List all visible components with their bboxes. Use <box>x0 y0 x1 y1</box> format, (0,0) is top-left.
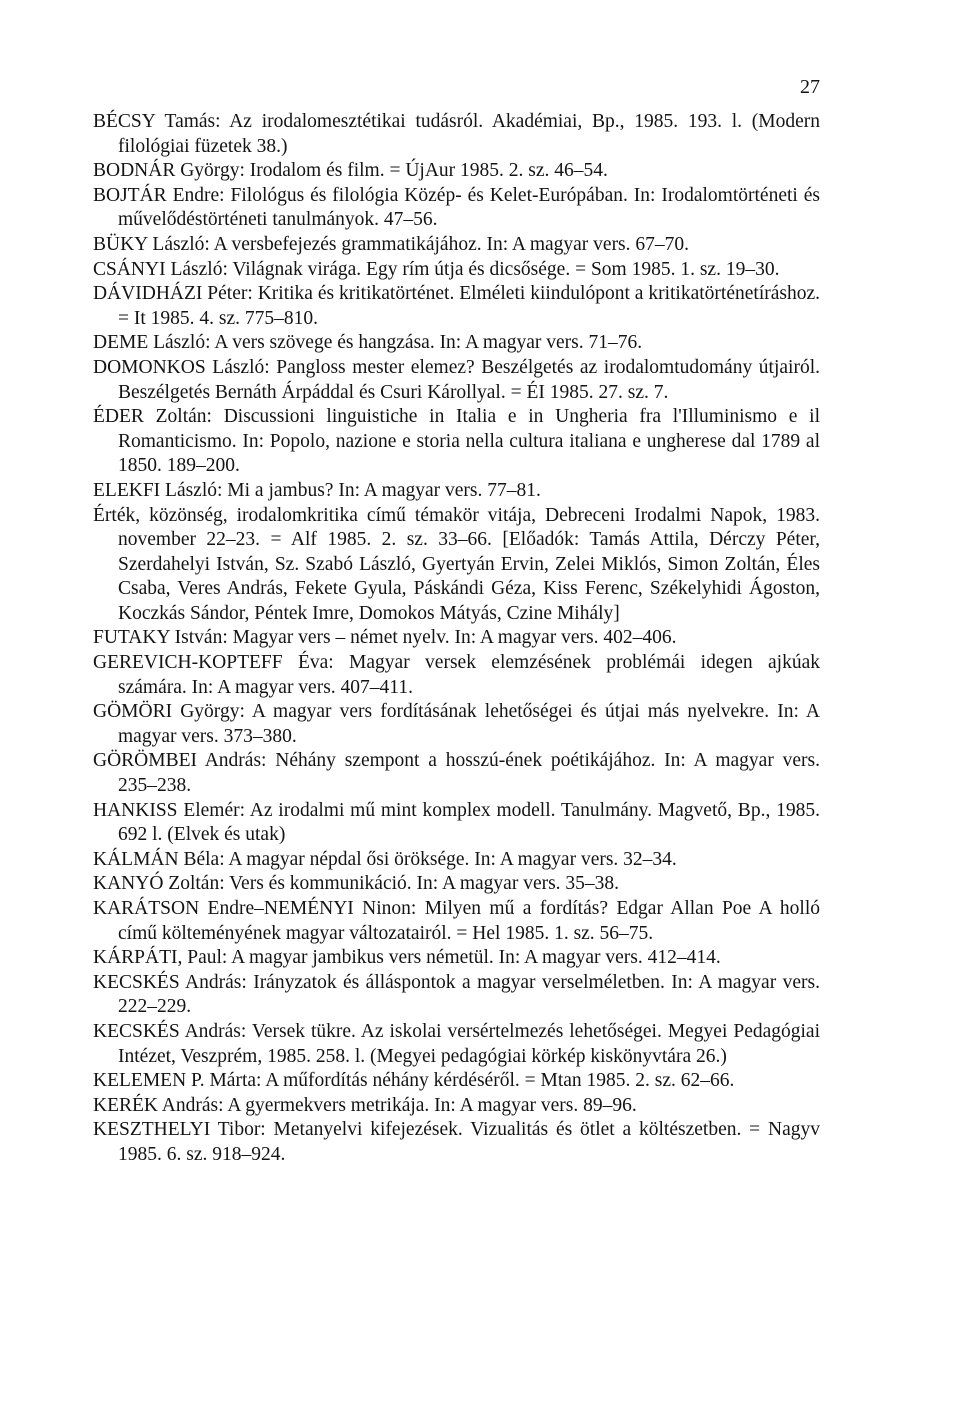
bibliography-entry: BOJTÁR Endre: Filológus és filológia Közép- és Kelet-Európában. In: Irodalomtörténeti és művelődéstörténeti tanulmányok. 47–56. <box>93 184 820 231</box>
bibliography-entry: KESZTHELYI Tibor: Metanyelvi kifejezések. Vizualitás és ötlet a költészetben. = Nagyv 1985. 6. sz. 918–924. <box>93 1119 820 1165</box>
bibliography-entry: BODNÁR György: Irodalom és film. = ÚjAur 1985. 2. sz. 46–54. <box>93 160 608 182</box>
bibliography-entry: Érték, közönség, irodalomkritika című témakör vitája, Debreceni Irodalmi Napok, 1983. november 22–23. = Alf 1985. 2. sz. 33–66. [Előadók: Tamás Attila, Dérczy Péter, Szerdahelyi István, Sz. Szabó László, Gyertyán Ervin, Zelei Miklós, Simon Zoltán, Éles Csaba, Veres András, Fekete Gyula, Páskándi Géza, Kiss Ferenc, Székelyhidi Ágoston, Koczkás Sándor, Péntek Imre, Domokos Mátyás, Czine Mihály] <box>93 504 820 624</box>
bibliography-entry: GÖMÖRI György: A magyar vers fordításának lehetőségei és útjai más nyelvekre. In: A magyar vers. 373–380. <box>93 701 820 747</box>
bibliography-entry: ÉDER Zoltán: Discussioni linguistiche in Italia e in Ungheria fra l'Illuminismo e il Romanticismo. In: Popolo, nazione e storia nella cultura italiana e ungherese dal 1789 al 1850. 189–200. <box>93 406 820 477</box>
bibliography-entry: GÖRÖMBEI András: Néhány szempont a hosszú-ének poétikájához. In: A magyar vers. 235–238. <box>93 750 820 797</box>
bibliography-entry: HANKISS Elemér: Az irodalmi mű mint komplex modell. Tanulmány. Magvető, Bp., 1985. 692 l. (Elvek és utak) <box>93 799 820 846</box>
bibliography-entry: BÉCSY Tamás: Az irodalomesztétikai tudásról. Akadémiai, Bp., 1985. 193. l. (Modern filológiai füzetek 38.) <box>93 111 820 157</box>
bibliography-entry: KERÉK András: A gyermekvers metrikája. In: A magyar vers. 89–96. <box>93 1094 637 1116</box>
bibliography-entry: KARÁTSON Endre–NEMÉNYI Ninon: Milyen mű a fordítás? Edgar Allan Poe A holló című költeményének magyar változatairól. = Hel 1985. 1. sz. 56–75. <box>93 898 820 944</box>
bibliography-entry: KÁRPÁTI, Paul: A magyar jambikus vers németül. In: A magyar vers. 412–414. <box>93 947 721 969</box>
page-number: 27 <box>800 76 820 98</box>
bibliography-entry: KÁLMÁN Béla: A magyar népdal ősi öröksége. In: A magyar vers. 32–34. <box>93 848 677 870</box>
bibliography-entry: DOMONKOS László: Pangloss mester elemez? Beszélgetés az irodalomtudomány útjairól. Beszélgetés Bernáth Árpáddal és Csuri Károllyal. = ÉI 1985. 27. sz. 7. <box>93 356 820 403</box>
bibliography-entry: KANYÓ Zoltán: Vers és kommunikáció. In: A magyar vers. 35–38. <box>93 873 620 895</box>
bibliography-entry: BÜKY László: A versbefejezés grammatikájához. In: A magyar vers. 67–70. <box>93 233 690 255</box>
bibliography-entry: DÁVIDHÁZI Péter: Kritika és kritikatörténet. Elméleti kiindulópont a kritikatörténetíráshoz. = It 1985. 4. sz. 775–810. <box>93 283 820 329</box>
bibliography-entry: KECSKÉS András: Irányzatok és álláspontok a magyar verselméletben. In: A magyar vers. 222–229. <box>93 971 820 1018</box>
bibliography-list <box>93 110 820 1168</box>
bibliography-entry: GEREVICH-KOPTEFF Éva: Magyar versek elemzésének problémái idegen ajkúak számára. In: A magyar vers. 407–411. <box>93 652 820 698</box>
bibliography-entry: KELEMEN P. Márta: A műfordítás néhány kérdéséről. = Mtan 1985. 2. sz. 62–66. <box>93 1070 735 1092</box>
bibliography-entry: DEME László: A vers szövege és hangzása. In: A magyar vers. 71–76. <box>93 332 643 354</box>
bibliography-entry: ELEKFI László: Mi a jambus? In: A magyar vers. 77–81. <box>93 479 541 501</box>
bibliography-entry: CSÁNYI László: Világnak virága. Egy rím útja és dicsősége. = Som 1985. 1. sz. 19–30. <box>93 258 780 280</box>
bibliography-entry: KECSKÉS András: Versek tükre. Az iskolai versértelmezés lehetőségei. Megyei Pedagógiai Intézet, Veszprém, 1985. 258. l. (Megyei pedagógiai körkép kiskönyvtára 26.) <box>93 1020 820 1067</box>
bibliography-entry: FUTAKY István: Magyar vers – német nyelv. In: A magyar vers. 402–406. <box>93 627 677 649</box>
